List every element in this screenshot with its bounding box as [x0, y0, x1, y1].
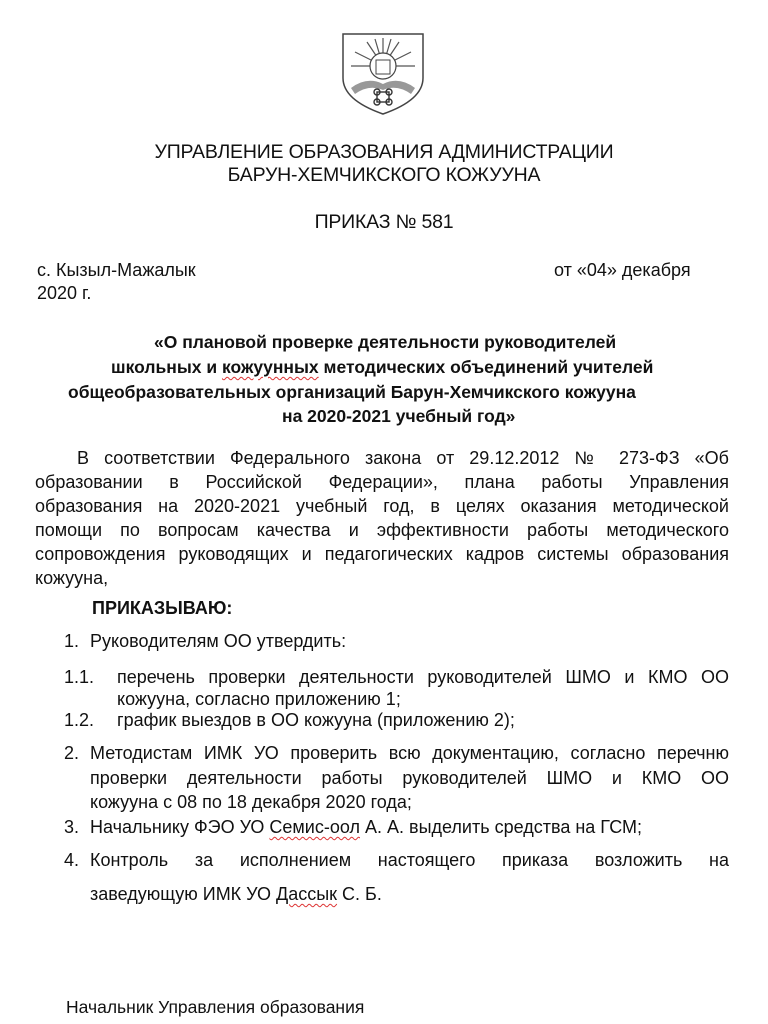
preamble-line: помощи по вопросам качества и эффективности работы методического: [35, 520, 729, 540]
item-4-line1: Контроль за исполнением настоящего приказа возложить на: [90, 850, 729, 870]
subject-line2-b: кожуунных: [221, 357, 319, 377]
order-title: ПРИКАЗ № 581: [314, 211, 454, 233]
item-4-c: С. Б.: [337, 884, 382, 904]
item-number: 1.1.: [64, 667, 95, 687]
item-1-1-line1: перечень проверки деятельности руководителей ШМО и КМО ОО: [117, 667, 729, 687]
subject-line2-c: методических объединений учителей: [318, 357, 654, 377]
preamble-line: сопровождения руководящих и педагогических кадров системы образования: [35, 544, 729, 564]
item-1-text: Руководителям ОО утвердить:: [90, 631, 347, 651]
org-name-line2: БАРУН-ХЕМЧИКСКОГО КОЖУУНА: [227, 164, 541, 186]
preamble-line: кожууна,: [35, 568, 109, 588]
subject-line2-a: школьных и: [111, 357, 222, 377]
org-name-line1: УПРАВЛЕНИЕ ОБРАЗОВАНИЯ АДМИНИСТРАЦИИ: [154, 141, 614, 163]
preamble-line: образовании в Российской Федерации», плана работы Управления: [35, 472, 729, 492]
subject-line2: [111, 357, 653, 378]
subject-line4: на 2020-2021 учебный год»: [282, 406, 516, 426]
item-3-b: Семис-оол: [269, 817, 360, 837]
item-number: 3.: [64, 817, 80, 837]
item-2-line3: кожууна с 08 по 18 декабря 2020 года;: [90, 792, 412, 812]
item-2-line2: проверки деятельности работы руководителей ШМО и КМО ОО: [90, 768, 729, 788]
item-number: 2.: [64, 743, 80, 763]
item-3-c: А. А. выделить средства на ГСМ;: [359, 817, 643, 837]
subject-line3: общеобразовательных организаций Барун-Хемчикского кожууна: [68, 382, 636, 402]
preamble-line: В соответствии Федерального закона от 29.12.2012 № 273-ФЗ «Об: [77, 448, 729, 468]
item-4-a: заведующую ИМК УО: [90, 884, 277, 904]
item-4-line2: [90, 884, 382, 905]
item-1-2-text: график выездов в ОО кожууна (приложению 2);: [117, 710, 515, 730]
date-part1: от «04» декабря: [554, 260, 691, 280]
date-part2: 2020 г.: [37, 283, 92, 303]
item-number: 4.: [64, 850, 80, 870]
place: с. Кызыл-Мажалык: [37, 260, 196, 280]
coat-of-arms-emblem: [337, 30, 429, 116]
item-3-a: Начальнику ФЭО УО: [90, 817, 270, 837]
subject-line1: «О плановой проверке деятельности руководителей: [154, 332, 617, 352]
item-2-line1: Методистам ИМК УО проверить всю документацию, согласно перечню: [90, 743, 729, 763]
item-4-b: Дассык: [276, 884, 338, 904]
item-number: 1.2.: [64, 710, 95, 730]
signature-title: Начальник Управления образования: [66, 997, 365, 1017]
preamble-line: образования на 2020-2021 учебный год, в целях оказания методической: [35, 496, 729, 516]
item-number: 1.: [64, 631, 80, 651]
order-word: ПРИКАЗЫВАЮ:: [92, 598, 233, 618]
item-1-1-line2: кожууна, согласно приложению 1;: [117, 689, 401, 709]
item-3-text: [90, 817, 642, 838]
